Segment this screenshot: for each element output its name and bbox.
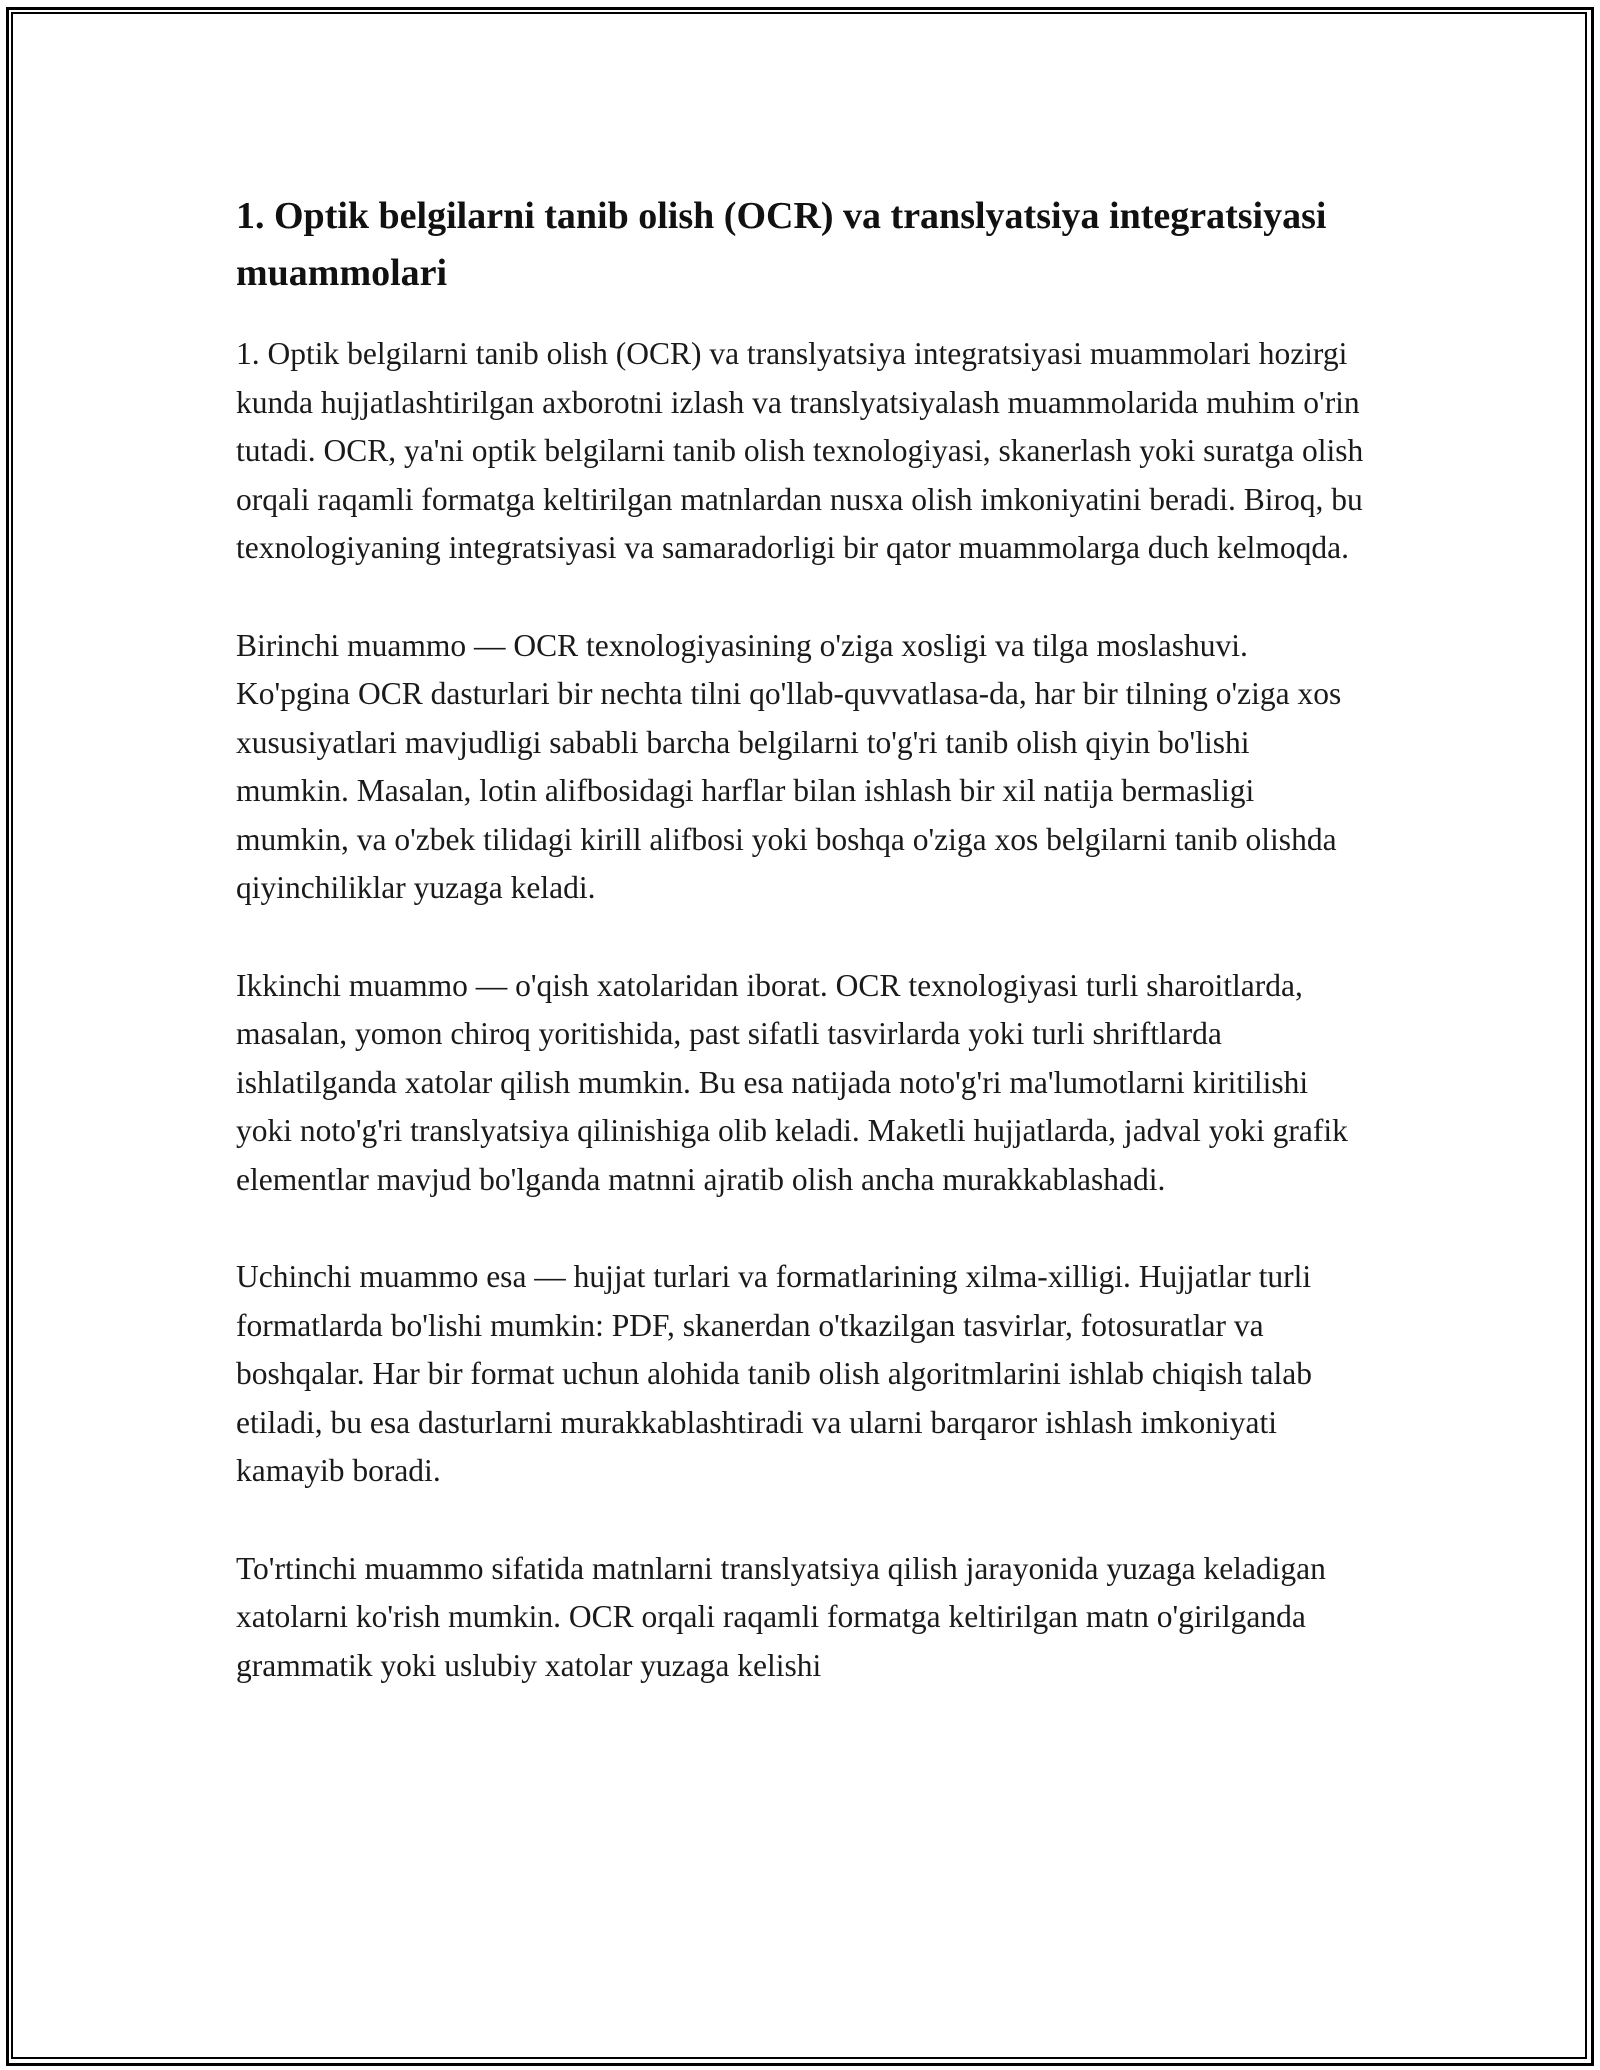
document-body: [236, 188, 1366, 1739]
paragraph-intro: 1. Optik belgilarni tanib olish (OCR) va translyatsiya integratsiyasi muammolari hozirgi kunda hujjatlashtirilgan axborotni izlash va translyatsiyalash muammolarida muhim o'rin tutadi. OCR, ya'ni optik belgilarni tanib olish texnologiyasi, skanerlash yoki suratga olish orqali raqamli formatga keltirilgan matnlardan nusxa olish imkoniyatini beradi. Biroq, bu texnologiyaning integratsiyasi va samaradorligi bir qator muammolarga duch kelmoqda.: [236, 336, 1364, 565]
paragraph-third-problem: Uchinchi muammo esa — hujjat turlari va formatlarining xilma-xilligi. Hujjatlar turli formatlarda bo'lishi mumkin: PDF, skanerdan o'tkazilgan tasvirlar, fotosuratlar va boshqalar. Har bir format uchun alohida tanib olish algoritmlarini ishlab chiqish talab etiladi, bu esa dasturlarni murakkablashtiradi va ularni barqaror ishlash imkoniyati kamayib boradi.: [236, 1259, 1312, 1488]
paragraph-fourth-problem: To'rtinchi muammo sifatida matnlarni translyatsiya qilish jarayonida yuzaga keladigan xatolarni ko'rish mumkin. OCR orqali raqamli formatga keltirilgan matn o'girilganda grammatik yoki uslubiy xatolar yuzaga kelishi: [236, 1550, 1326, 1683]
paragraph-second-problem: Ikkinchi muammo — o'qish xatolaridan iborat. OCR texnologiyasi turli sharoitlarda, masalan, yomon chiroq yoritishida, past sifatli tasvirlarda yoki turli shriftlarda ishlatilganda xatolar qilish mumkin. Bu esa natijada noto'g'ri ma'lumotlarni kiritilishi yoki noto'g'ri translyatsiya qilinishiga olib keladi. Maketli hujjatlarda, jadval yoki grafik elementlar mavjud bo'lganda matnni ajratib olish ancha murakkablashadi.: [236, 967, 1348, 1197]
document-title: 1. Optik belgilarni tanib olish (OCR) va translyatsiya integratsiyasi muammolari: [236, 195, 1327, 294]
paragraph-first-problem: Birinchi muammo — OCR texnologiyasining o'ziga xosligi va tilga moslashuvi. Ko'pgina OCR dasturlari bir nechta tilni qo'llab-quvvatlasa-da, har bir tilning o'ziga xos xususiyatlari mavjudligi sababli barcha belgilarni to'g'ri tanib olish qiyin bo'lishi mumkin. Masalan, lotin alifbosidagi harflar bilan ishlash bir xil natija bermasligi mumkin, va o'zbek tilidagi kirill alifbosi yoki boshqa o'ziga xos belgilarni tanib olishda qiyinchiliklar yuzaga keladi.: [236, 627, 1342, 905]
